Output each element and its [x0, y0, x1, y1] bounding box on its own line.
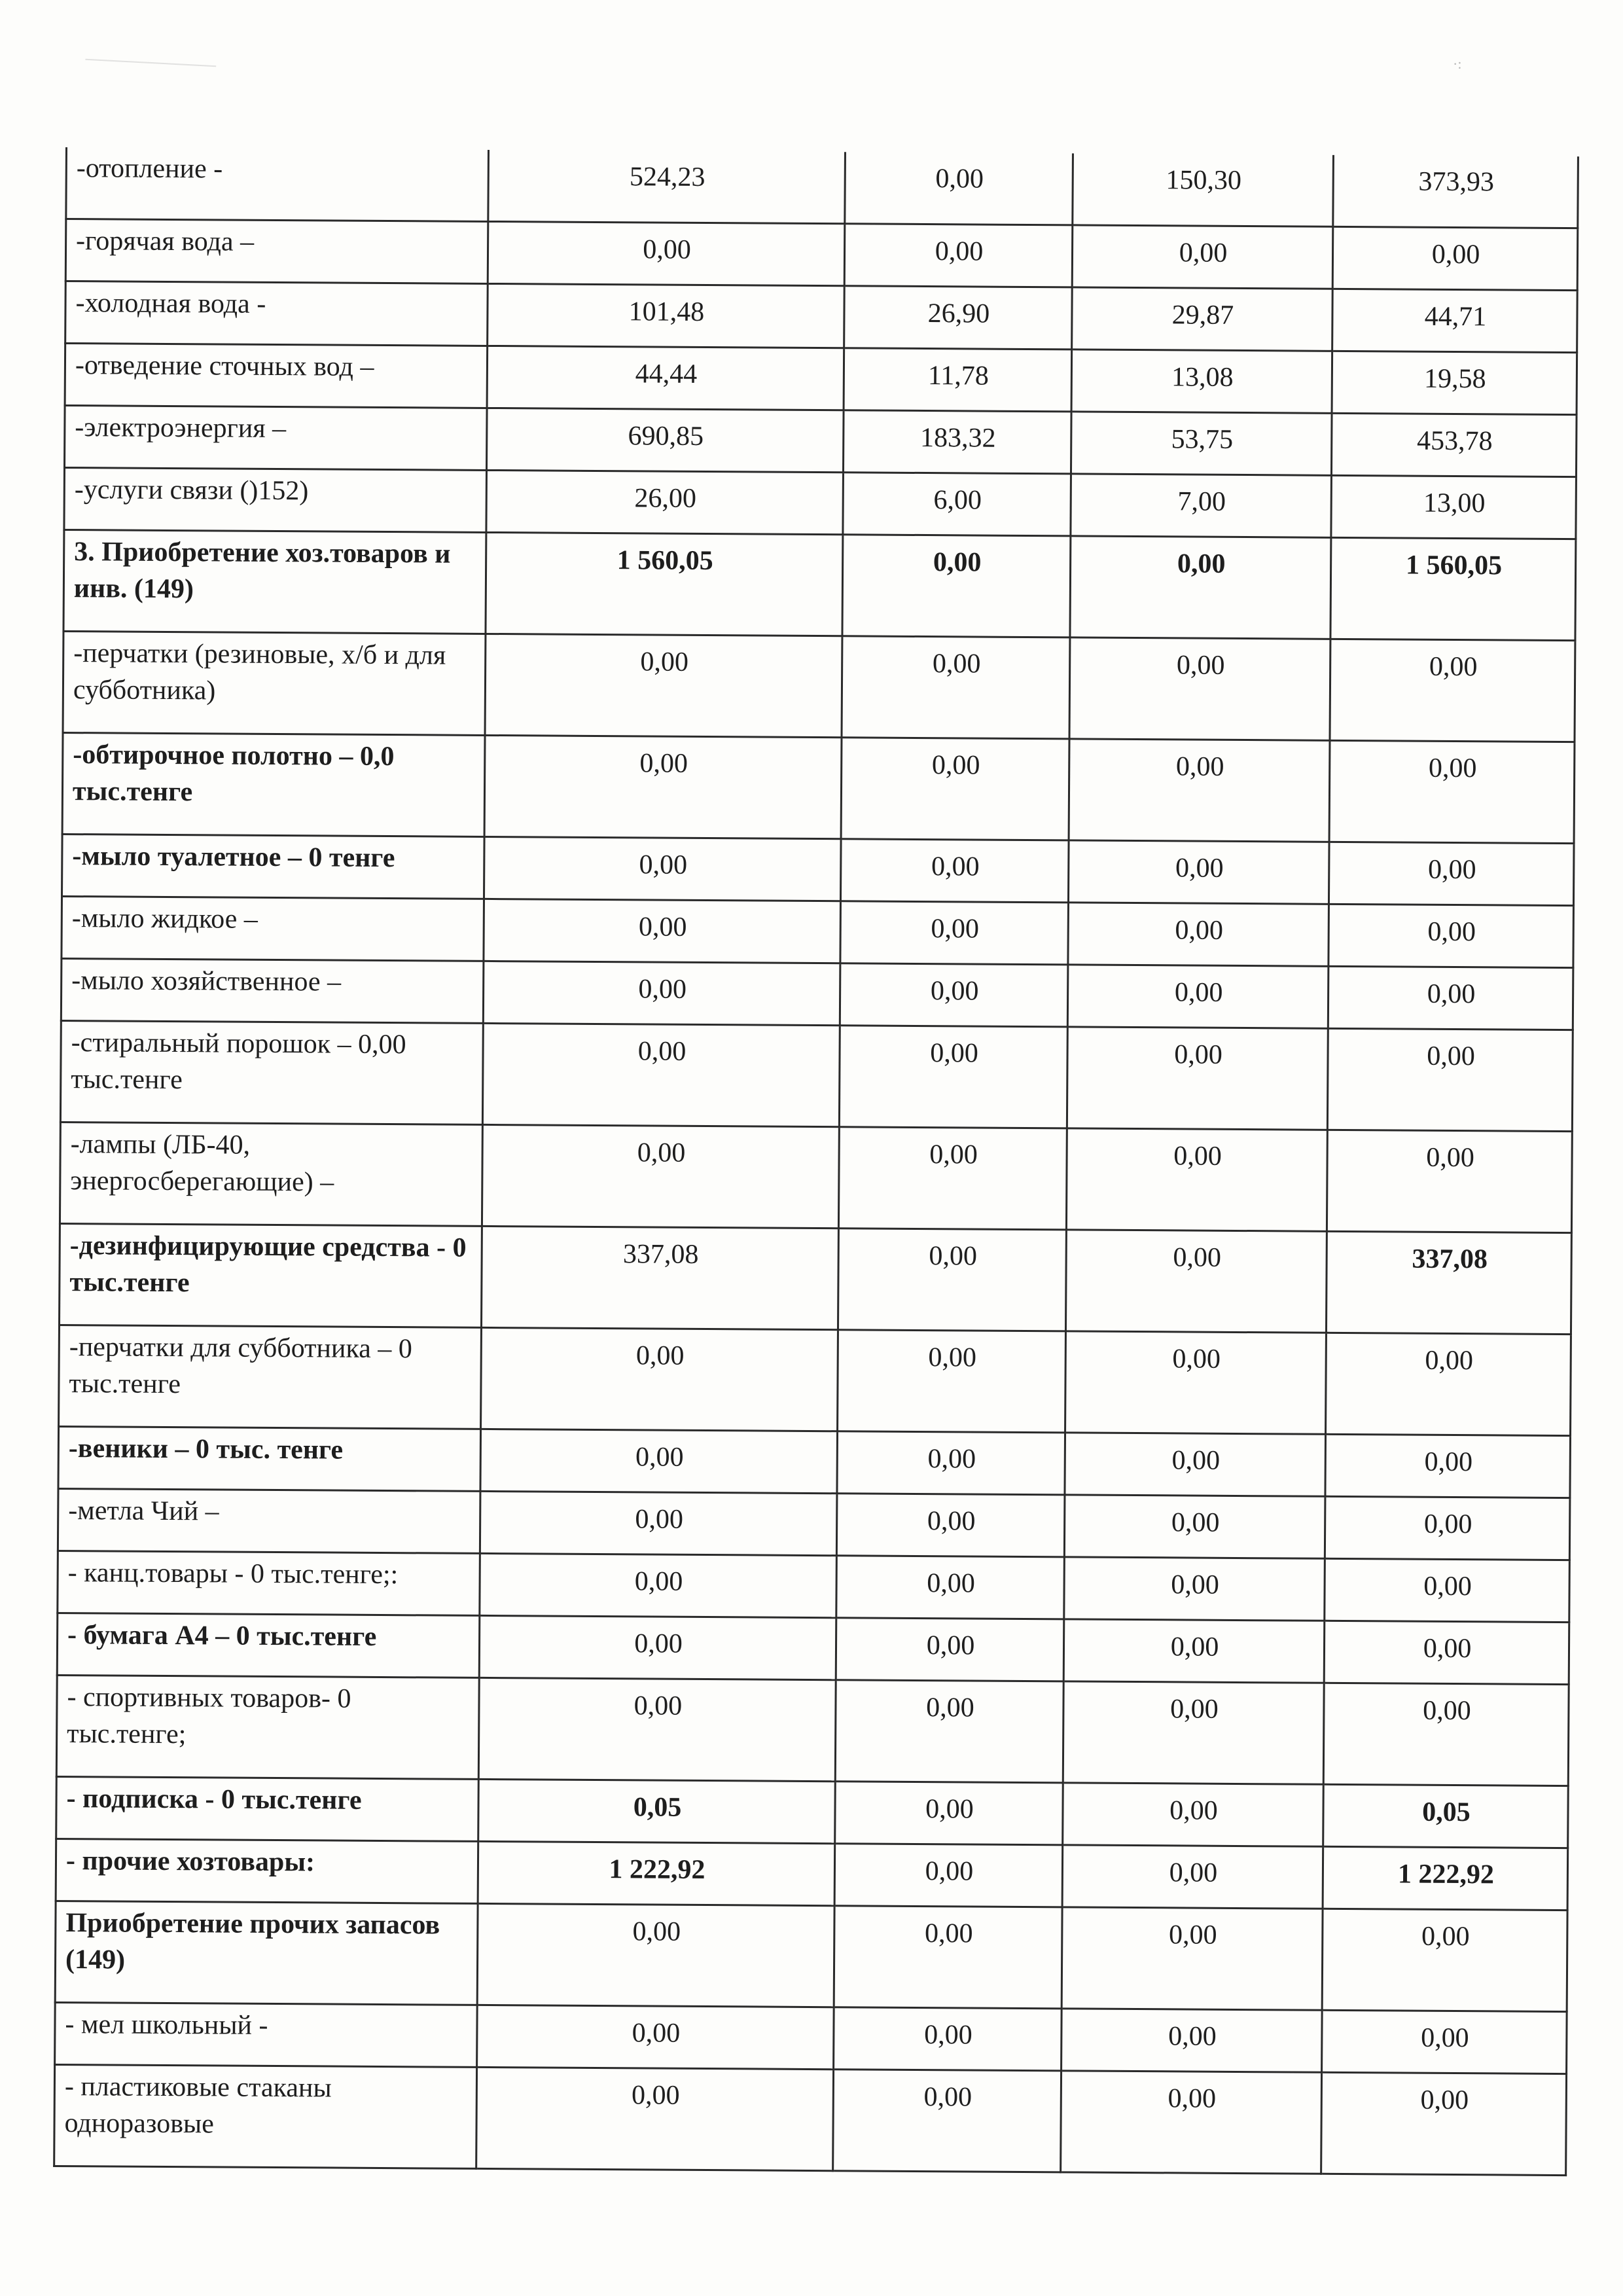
cell-value-col-2: 0,00 — [842, 535, 1071, 637]
row-label: - прочие хозтовары: — [56, 1839, 478, 1903]
cell-value-col-1: 0,00 — [484, 735, 842, 838]
cell-value-col-3: 0,00 — [1062, 1845, 1323, 1909]
cell-value-col-2: 0,00 — [835, 1680, 1063, 1783]
cell-value-col-2: 0,00 — [835, 1782, 1063, 1845]
cell-value-col-1: 101,48 — [488, 283, 845, 348]
row-label: -мыло жидкое – — [62, 896, 484, 961]
cell-value-col-2: 0,00 — [842, 636, 1070, 739]
cell-value-col-2: 0,00 — [838, 1330, 1066, 1433]
cell-value-col-4: 0,00 — [1328, 966, 1573, 1030]
cell-value-col-4: 0,00 — [1327, 1028, 1573, 1131]
cell-value-col-2: 0,00 — [836, 1494, 1065, 1557]
cell-value-col-3: 29,87 — [1072, 287, 1333, 351]
cell-value-col-3: 0,00 — [1069, 637, 1330, 740]
cell-value-col-3: 0,00 — [1068, 903, 1329, 966]
cell-value-col-4: 0,00 — [1322, 2010, 1567, 2073]
cell-value-col-3: 0,00 — [1067, 1027, 1328, 1130]
cell-value-col-2: 0,00 — [840, 839, 1069, 903]
row-label: - спортивных товаров- 0 тыс.тенге; — [56, 1675, 479, 1779]
cell-value-col-1: 0,00 — [488, 221, 845, 285]
cell-value-col-2: 183,32 — [843, 410, 1071, 474]
cell-value-col-1: 44,44 — [487, 346, 844, 410]
row-label: -обтирочное полотно – 0,0 тыс.тенге — [62, 732, 485, 836]
cell-value-col-3: 150,30 — [1073, 153, 1334, 226]
table-row — [58, 1551, 1570, 1622]
cell-value-col-3: 0,00 — [1070, 536, 1331, 639]
table-row — [56, 1839, 1568, 1910]
cell-value-col-1: 0,00 — [480, 1553, 837, 1617]
cell-value-col-2: 0,00 — [834, 2007, 1062, 2071]
cell-value-col-1: 1 222,92 — [478, 1841, 835, 1905]
cell-value-col-2: 0,00 — [840, 963, 1068, 1027]
cell-value-col-2: 0,00 — [841, 738, 1069, 840]
cell-value-col-2: 0,00 — [838, 1127, 1067, 1230]
cell-value-col-3: 0,00 — [1065, 1230, 1327, 1333]
cell-value-col-4: 373,93 — [1333, 155, 1578, 228]
table-row — [58, 1488, 1570, 1560]
cell-value-col-1: 0,00 — [485, 634, 842, 737]
cell-value-col-4: 1 222,92 — [1323, 1846, 1568, 1910]
scan-speck: ·: — [1453, 56, 1462, 72]
cell-value-col-1: 0,00 — [476, 2067, 834, 2170]
cell-value-col-4: 44,71 — [1332, 289, 1578, 352]
cell-value-col-2: 0,00 — [839, 1026, 1067, 1128]
cell-value-col-4: 0,00 — [1325, 1496, 1570, 1560]
row-label: -мыло туалетное – 0 тенге — [62, 834, 485, 899]
row-label: - канц.товары - 0 тыс.тенге;: — [58, 1551, 480, 1615]
cell-value-col-2: 0,00 — [834, 1906, 1062, 2009]
cell-value-col-2: 26,90 — [844, 286, 1073, 350]
row-label: -стиральный порошок – 0,00 тыс.тенге — [60, 1020, 483, 1124]
table-row — [62, 732, 1575, 843]
cell-value-col-1: 0,00 — [482, 1023, 840, 1126]
row-label: -услуги связи ()152) — [64, 468, 487, 533]
row-label: - пластиковые стаканы одноразовые — [54, 2064, 477, 2168]
table-row — [54, 2064, 1567, 2175]
cell-value-col-1: 0,00 — [478, 1677, 836, 1781]
row-label: - подписка - 0 тыс.тенге — [56, 1776, 479, 1841]
cell-value-col-4: 0,00 — [1324, 1621, 1569, 1684]
cell-value-col-4: 453,78 — [1331, 413, 1577, 476]
row-label: -метла Чий – — [58, 1488, 480, 1553]
cell-value-col-3: 53,75 — [1071, 412, 1332, 475]
cell-value-col-4: 13,00 — [1331, 475, 1577, 539]
table-row — [62, 834, 1575, 905]
row-label: 3. Приобретение хоз.товаров и инв. (149) — [63, 529, 486, 634]
row-label: -электроэнергия – — [65, 406, 488, 471]
table-row — [56, 1776, 1569, 1848]
table-row — [58, 1426, 1571, 1498]
cell-value-col-2: 11,78 — [844, 348, 1072, 412]
cell-value-col-3: 0,00 — [1069, 739, 1330, 842]
cell-value-col-4: 0,00 — [1330, 639, 1575, 742]
cell-value-col-3: 0,00 — [1061, 1907, 1323, 2010]
cell-value-col-3: 0,00 — [1068, 840, 1329, 904]
row-label: Приобретение прочих запасов (149) — [55, 1901, 478, 2005]
cell-value-col-2: 0,00 — [845, 152, 1073, 225]
table-row — [60, 1122, 1572, 1232]
cell-value-col-2: 0,00 — [833, 2070, 1061, 2172]
cell-value-col-1: 0,05 — [478, 1779, 836, 1843]
cell-value-col-2: 0,00 — [836, 1618, 1064, 1681]
cell-value-col-3: 0,00 — [1061, 2009, 1323, 2072]
cell-value-col-4: 0,00 — [1326, 1333, 1571, 1435]
table-row — [64, 468, 1577, 539]
row-label: - мел школьный - — [55, 2002, 478, 2067]
table-row — [55, 2002, 1567, 2073]
budget-table-body — [54, 147, 1578, 2176]
table-row — [56, 1675, 1569, 1785]
row-label: -отопление - — [66, 147, 489, 221]
row-label: -веники – 0 тыс. тенге — [58, 1426, 481, 1491]
cell-value-col-1: 1 560,05 — [486, 532, 843, 636]
table-row — [55, 1901, 1567, 2011]
cell-value-col-4: 0,00 — [1329, 740, 1575, 843]
cell-value-col-1: 337,08 — [481, 1226, 838, 1329]
cell-value-col-3: 0,00 — [1061, 2071, 1322, 2174]
cell-value-col-1: 524,23 — [488, 150, 846, 224]
cell-value-col-4: 0,00 — [1332, 226, 1578, 290]
cell-value-col-2: 0,00 — [836, 1556, 1065, 1619]
cell-value-col-1: 0,00 — [484, 899, 841, 963]
cell-value-col-1: 0,00 — [477, 2005, 834, 2069]
cell-value-col-1: 0,00 — [480, 1491, 837, 1555]
cell-value-col-3: 0,00 — [1063, 1681, 1324, 1784]
row-label: -горячая вода – — [65, 219, 488, 284]
cell-value-col-3: 0,00 — [1067, 965, 1329, 1028]
table-row — [60, 1223, 1572, 1334]
cell-value-col-1: 0,00 — [479, 1615, 836, 1679]
table-row — [59, 1325, 1571, 1435]
cell-value-col-4: 1 560,05 — [1330, 537, 1576, 640]
cell-value-col-4: 0,00 — [1325, 1434, 1571, 1498]
budget-table — [53, 147, 1579, 2176]
cell-value-col-3: 0,00 — [1064, 1557, 1325, 1621]
row-label: -лампы (ЛБ-40, энергосберегающие) – — [60, 1122, 482, 1226]
cell-value-col-4: 0,00 — [1325, 1558, 1570, 1622]
cell-value-col-4: 0,00 — [1321, 2072, 1567, 2175]
row-label: -отведение сточных вод – — [65, 344, 488, 408]
table-row — [62, 896, 1574, 967]
row-label: - бумага А4 – 0 тыс.тенге — [57, 1613, 480, 1677]
row-label: -холодная вода - — [65, 281, 488, 346]
cell-value-col-3: 0,00 — [1064, 1495, 1325, 1558]
cell-value-col-2: 0,00 — [840, 901, 1069, 965]
table-row — [66, 147, 1578, 228]
cell-value-col-1: 0,00 — [477, 1903, 834, 2007]
row-label: -мыло хозяйственное – — [61, 958, 484, 1023]
cell-value-col-4: 0,00 — [1329, 842, 1574, 905]
cell-value-col-4: 19,58 — [1332, 351, 1577, 414]
cell-value-col-1: 0,00 — [481, 1327, 838, 1431]
cell-value-col-2: 6,00 — [843, 473, 1071, 536]
cell-value-col-4: 0,00 — [1322, 1909, 1567, 2011]
cell-value-col-2: 0,00 — [844, 224, 1073, 287]
cell-value-col-1: 26,00 — [486, 470, 844, 534]
cell-value-col-3: 0,00 — [1065, 1331, 1327, 1434]
cell-value-col-1: 690,85 — [486, 408, 844, 472]
table-row — [61, 958, 1573, 1030]
table-row — [60, 1020, 1573, 1131]
cell-value-col-3: 0,00 — [1066, 1128, 1327, 1231]
cell-value-col-3: 13,08 — [1071, 350, 1332, 413]
cell-value-col-2: 0,00 — [838, 1229, 1066, 1331]
cell-value-col-1: 0,00 — [482, 1124, 839, 1228]
row-label: -перчатки для субботника – 0 тыс.тенге — [59, 1325, 482, 1429]
row-label: -перчатки (резиновые, х/б и для субботника) — [63, 631, 486, 735]
cell-value-col-4: 0,00 — [1323, 1683, 1569, 1785]
cell-value-col-1: 0,00 — [484, 836, 841, 901]
cell-value-col-3: 0,00 — [1063, 1783, 1324, 1846]
table-row — [65, 219, 1578, 291]
cell-value-col-4: 0,00 — [1329, 904, 1574, 967]
cell-value-col-4: 337,08 — [1326, 1231, 1571, 1334]
cell-value-col-3: 0,00 — [1065, 1433, 1326, 1496]
table-row — [57, 1613, 1569, 1684]
table-row — [63, 529, 1576, 640]
cell-value-col-1: 0,00 — [480, 1429, 838, 1493]
table-row — [65, 344, 1577, 415]
cell-value-col-1: 0,00 — [483, 961, 840, 1025]
cell-value-col-3: 0,00 — [1072, 225, 1333, 289]
cell-value-col-2: 0,00 — [834, 1844, 1063, 1907]
table-row — [63, 631, 1575, 742]
cell-value-col-4: 0,00 — [1327, 1130, 1572, 1232]
cell-value-col-3: 0,00 — [1063, 1619, 1325, 1683]
scan-artifact — [85, 59, 216, 75]
table-row — [65, 281, 1578, 353]
cell-value-col-2: 0,00 — [837, 1431, 1065, 1495]
cell-value-col-4: 0,05 — [1323, 1784, 1569, 1848]
cell-value-col-3: 7,00 — [1071, 474, 1332, 537]
row-label: -дезинфицирующие средства - 0 тыс.тенге — [60, 1223, 482, 1327]
table-row — [65, 406, 1577, 477]
